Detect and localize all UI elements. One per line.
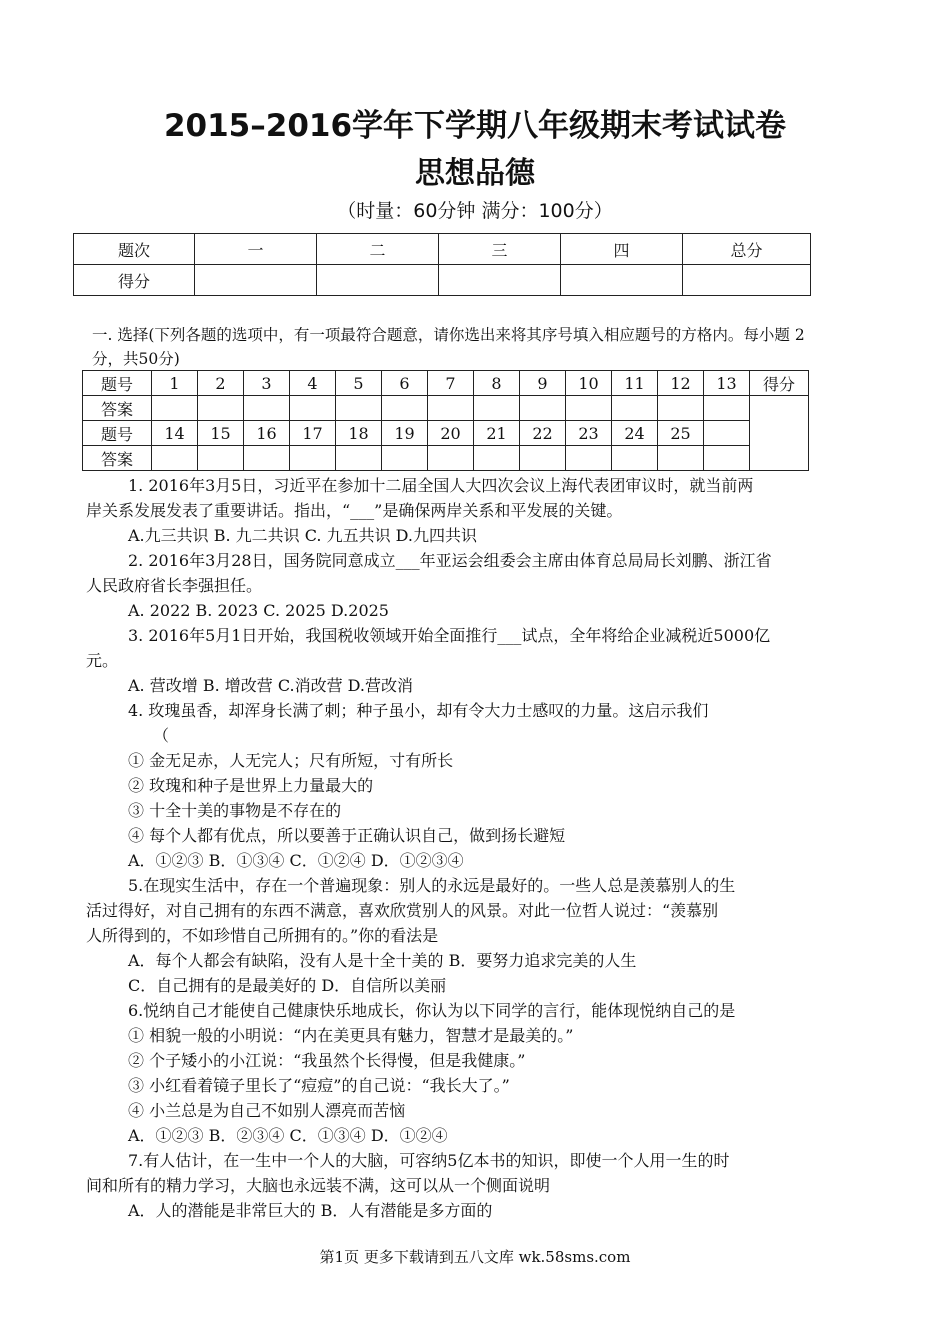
answer-cell[interactable] <box>612 446 658 471</box>
answer-cell[interactable] <box>336 396 382 421</box>
question-number: 14 <box>152 421 198 446</box>
question-number: 6 <box>382 371 428 396</box>
text-line: A．每个人都会有缺陷，没有人是十全十美的 B．要努力追求完美的人生 <box>128 951 637 970</box>
question-number: 20 <box>428 421 474 446</box>
text-line: 人民政府省长李强担任。 <box>86 576 263 595</box>
score-header-cell: 总分 <box>683 234 811 265</box>
answer-cell[interactable] <box>474 446 520 471</box>
answer-cell[interactable] <box>290 396 336 421</box>
question-number: 17 <box>290 421 336 446</box>
question-number: 10 <box>566 371 612 396</box>
score-header-cell: 三 <box>439 234 561 265</box>
answer-cell[interactable] <box>290 446 336 471</box>
question-number: 8 <box>474 371 520 396</box>
answer-cell[interactable] <box>566 446 612 471</box>
text-line: ① 金无足赤，人无完人；尺有所短，寸有所长 <box>128 751 454 770</box>
answer-cell[interactable] <box>612 396 658 421</box>
question-number: 2 <box>198 371 244 396</box>
score-row-label: 得分 <box>74 265 195 296</box>
answer-cell[interactable] <box>520 446 566 471</box>
answer-q-label: 题号 <box>83 371 152 396</box>
answer-cell[interactable] <box>336 446 382 471</box>
answer-cell[interactable] <box>704 446 750 471</box>
score-box[interactable] <box>750 396 809 471</box>
answer-cell[interactable] <box>198 446 244 471</box>
score-cell[interactable] <box>683 265 811 296</box>
answer-table <box>82 370 809 471</box>
score-header-cell: 二 <box>317 234 439 265</box>
question-number: 5 <box>336 371 382 396</box>
text-line: 7.有人估计，在一生中一个人的大脑，可容纳5亿本书的知识，即使一个人用一生的时 <box>128 1151 730 1170</box>
text-line: A．人的潜能是非常巨大的 B．人有潜能是多方面的 <box>128 1201 493 1220</box>
text-line: C．自己拥有的是最美好的 D．自信所以美丽 <box>128 976 447 995</box>
score-cell[interactable] <box>317 265 439 296</box>
section-heading: 一. 选择(下列各题的选项中，有一项最符合题意，请你选出来将其序号填入相应题号的方格内。每小题 2 <box>92 326 805 344</box>
text-line: 1. 2016年3月5日，习近平在参加十二届全国人大四次会议上海代表团审议时，就当前两 <box>128 476 754 495</box>
answer-cell[interactable] <box>658 396 704 421</box>
question-number: 23 <box>566 421 612 446</box>
answer-cell[interactable] <box>244 396 290 421</box>
text-line: 2. 2016年3月28日，国务院同意成立___年亚运会组委会主席由体育总局局长刘鹏、浙江省 <box>128 551 772 570</box>
question-number: 4 <box>290 371 336 396</box>
text-line: A. 2022 B. 2023 C. 2025 D.2025 <box>128 601 389 620</box>
question-number: 22 <box>520 421 566 446</box>
text-line: ① 相貌一般的小明说：“内在美更具有魅力，智慧才是最美的。” <box>128 1026 574 1045</box>
question-number: 21 <box>474 421 520 446</box>
text-line: 3. 2016年5月1日开始，我国税收领域开始全面推行___试点，全年将给企业减税近5000亿 <box>128 626 771 645</box>
text-line: ③ 小红看着镜子里长了“痘痘”的自己说：“我长大了。” <box>128 1076 510 1095</box>
text-line: ② 玫瑰和种子是世界上力量最大的 <box>128 776 374 795</box>
score-header-cell: 四 <box>561 234 683 265</box>
text-line: ④ 每个人都有优点，所以要善于正确认识自己，做到扬长避短 <box>128 826 566 845</box>
question-number <box>704 421 750 446</box>
answer-cell[interactable] <box>152 446 198 471</box>
answer-cell[interactable] <box>520 396 566 421</box>
answer-a-label: 答案 <box>83 446 152 471</box>
answer-cell[interactable] <box>428 396 474 421</box>
question-number: 11 <box>612 371 658 396</box>
text-line: 4. 玫瑰虽香，却浑身长满了刺；种子虽小，却有令大力士感叹的力量。这启示我们 <box>128 701 709 720</box>
section-heading-2: 分，共50分) <box>92 350 180 368</box>
answer-cell[interactable] <box>198 396 244 421</box>
question-number: 15 <box>198 421 244 446</box>
text-line: ④ 小兰总是为自己不如别人漂亮而苦恼 <box>128 1101 406 1120</box>
question-number: 1 <box>152 371 198 396</box>
score-table <box>73 233 811 296</box>
text-line: 人所得到的，不如珍惜自己所拥有的。”你的看法是 <box>86 926 439 945</box>
text-line: 5.在现实生活中，存在一个普遍现象：别人的永远是最好的。一些人总是羡慕别人的生 <box>128 876 736 895</box>
text-line: A. 营改增 B. 增改营 C.消改营 D.营改消 <box>128 676 414 695</box>
answer-q-label: 题号 <box>83 421 152 446</box>
subject-title: 思想品德 <box>415 156 535 191</box>
text-line: 间和所有的精力学习，大脑也永远装不满，这可以从一个侧面说明 <box>86 1176 551 1195</box>
text-line: A.九三共识 B. 九二共识 C. 九五共识 D.九四共识 <box>128 526 478 545</box>
answer-cell[interactable] <box>382 396 428 421</box>
score-cell[interactable] <box>439 265 561 296</box>
exam-title: 2015–2016学年下学期八年级期末考试试卷 <box>163 108 787 144</box>
question-number: 19 <box>382 421 428 446</box>
question-number: 12 <box>658 371 704 396</box>
question-number: 18 <box>336 421 382 446</box>
question-number: 13 <box>704 371 750 396</box>
text-line: ③ 十全十美的事物是不存在的 <box>128 801 342 820</box>
text-line: A．①②③ B．①③④ C．①②④ D．①②③④ <box>128 851 464 870</box>
score-cell[interactable] <box>561 265 683 296</box>
answer-score-label: 得分 <box>750 371 809 396</box>
answer-cell[interactable] <box>566 396 612 421</box>
answer-a-label: 答案 <box>83 396 152 421</box>
text-line: 6.悦纳自己才能使自己健康快乐地成长，你认为以下同学的言行，能体现悦纳自己的是 <box>128 1001 736 1020</box>
question-number: 16 <box>244 421 290 446</box>
question-number: 24 <box>612 421 658 446</box>
page-footer: 第1页 更多下载请到五八文库 wk.58sms.com <box>319 1248 631 1266</box>
score-header-cell: 题次 <box>74 234 195 265</box>
text-line: 元。 <box>86 651 119 670</box>
answer-cell[interactable] <box>704 396 750 421</box>
answer-cell[interactable] <box>658 446 704 471</box>
question-number: 7 <box>428 371 474 396</box>
question-number: 25 <box>658 421 704 446</box>
question-number: 3 <box>244 371 290 396</box>
text-line: （ <box>153 726 170 745</box>
answer-cell[interactable] <box>382 446 428 471</box>
text-line: A．①②③ B．②③④ C．①③④ D．①②④ <box>128 1126 448 1145</box>
text-line: ② 个子矮小的小江说：“我虽然个长得慢，但是我健康。” <box>128 1051 526 1070</box>
score-cell[interactable] <box>195 265 317 296</box>
question-number: 9 <box>520 371 566 396</box>
answer-cell[interactable] <box>244 446 290 471</box>
answer-cell[interactable] <box>152 396 198 421</box>
text-line: 岸关系发展发表了重要讲话。指出，“___”是确保两岸关系和平发展的关键。 <box>86 501 623 520</box>
answer-cell[interactable] <box>474 396 520 421</box>
answer-cell[interactable] <box>428 446 474 471</box>
exam-info: （时量：60分钟 满分：100分） <box>337 200 613 222</box>
text-line: 活过得好，对自己拥有的东西不满意，喜欢欣赏别人的风景。对此一位哲人说过：“羡慕别 <box>86 901 719 920</box>
score-header-cell: 一 <box>195 234 317 265</box>
